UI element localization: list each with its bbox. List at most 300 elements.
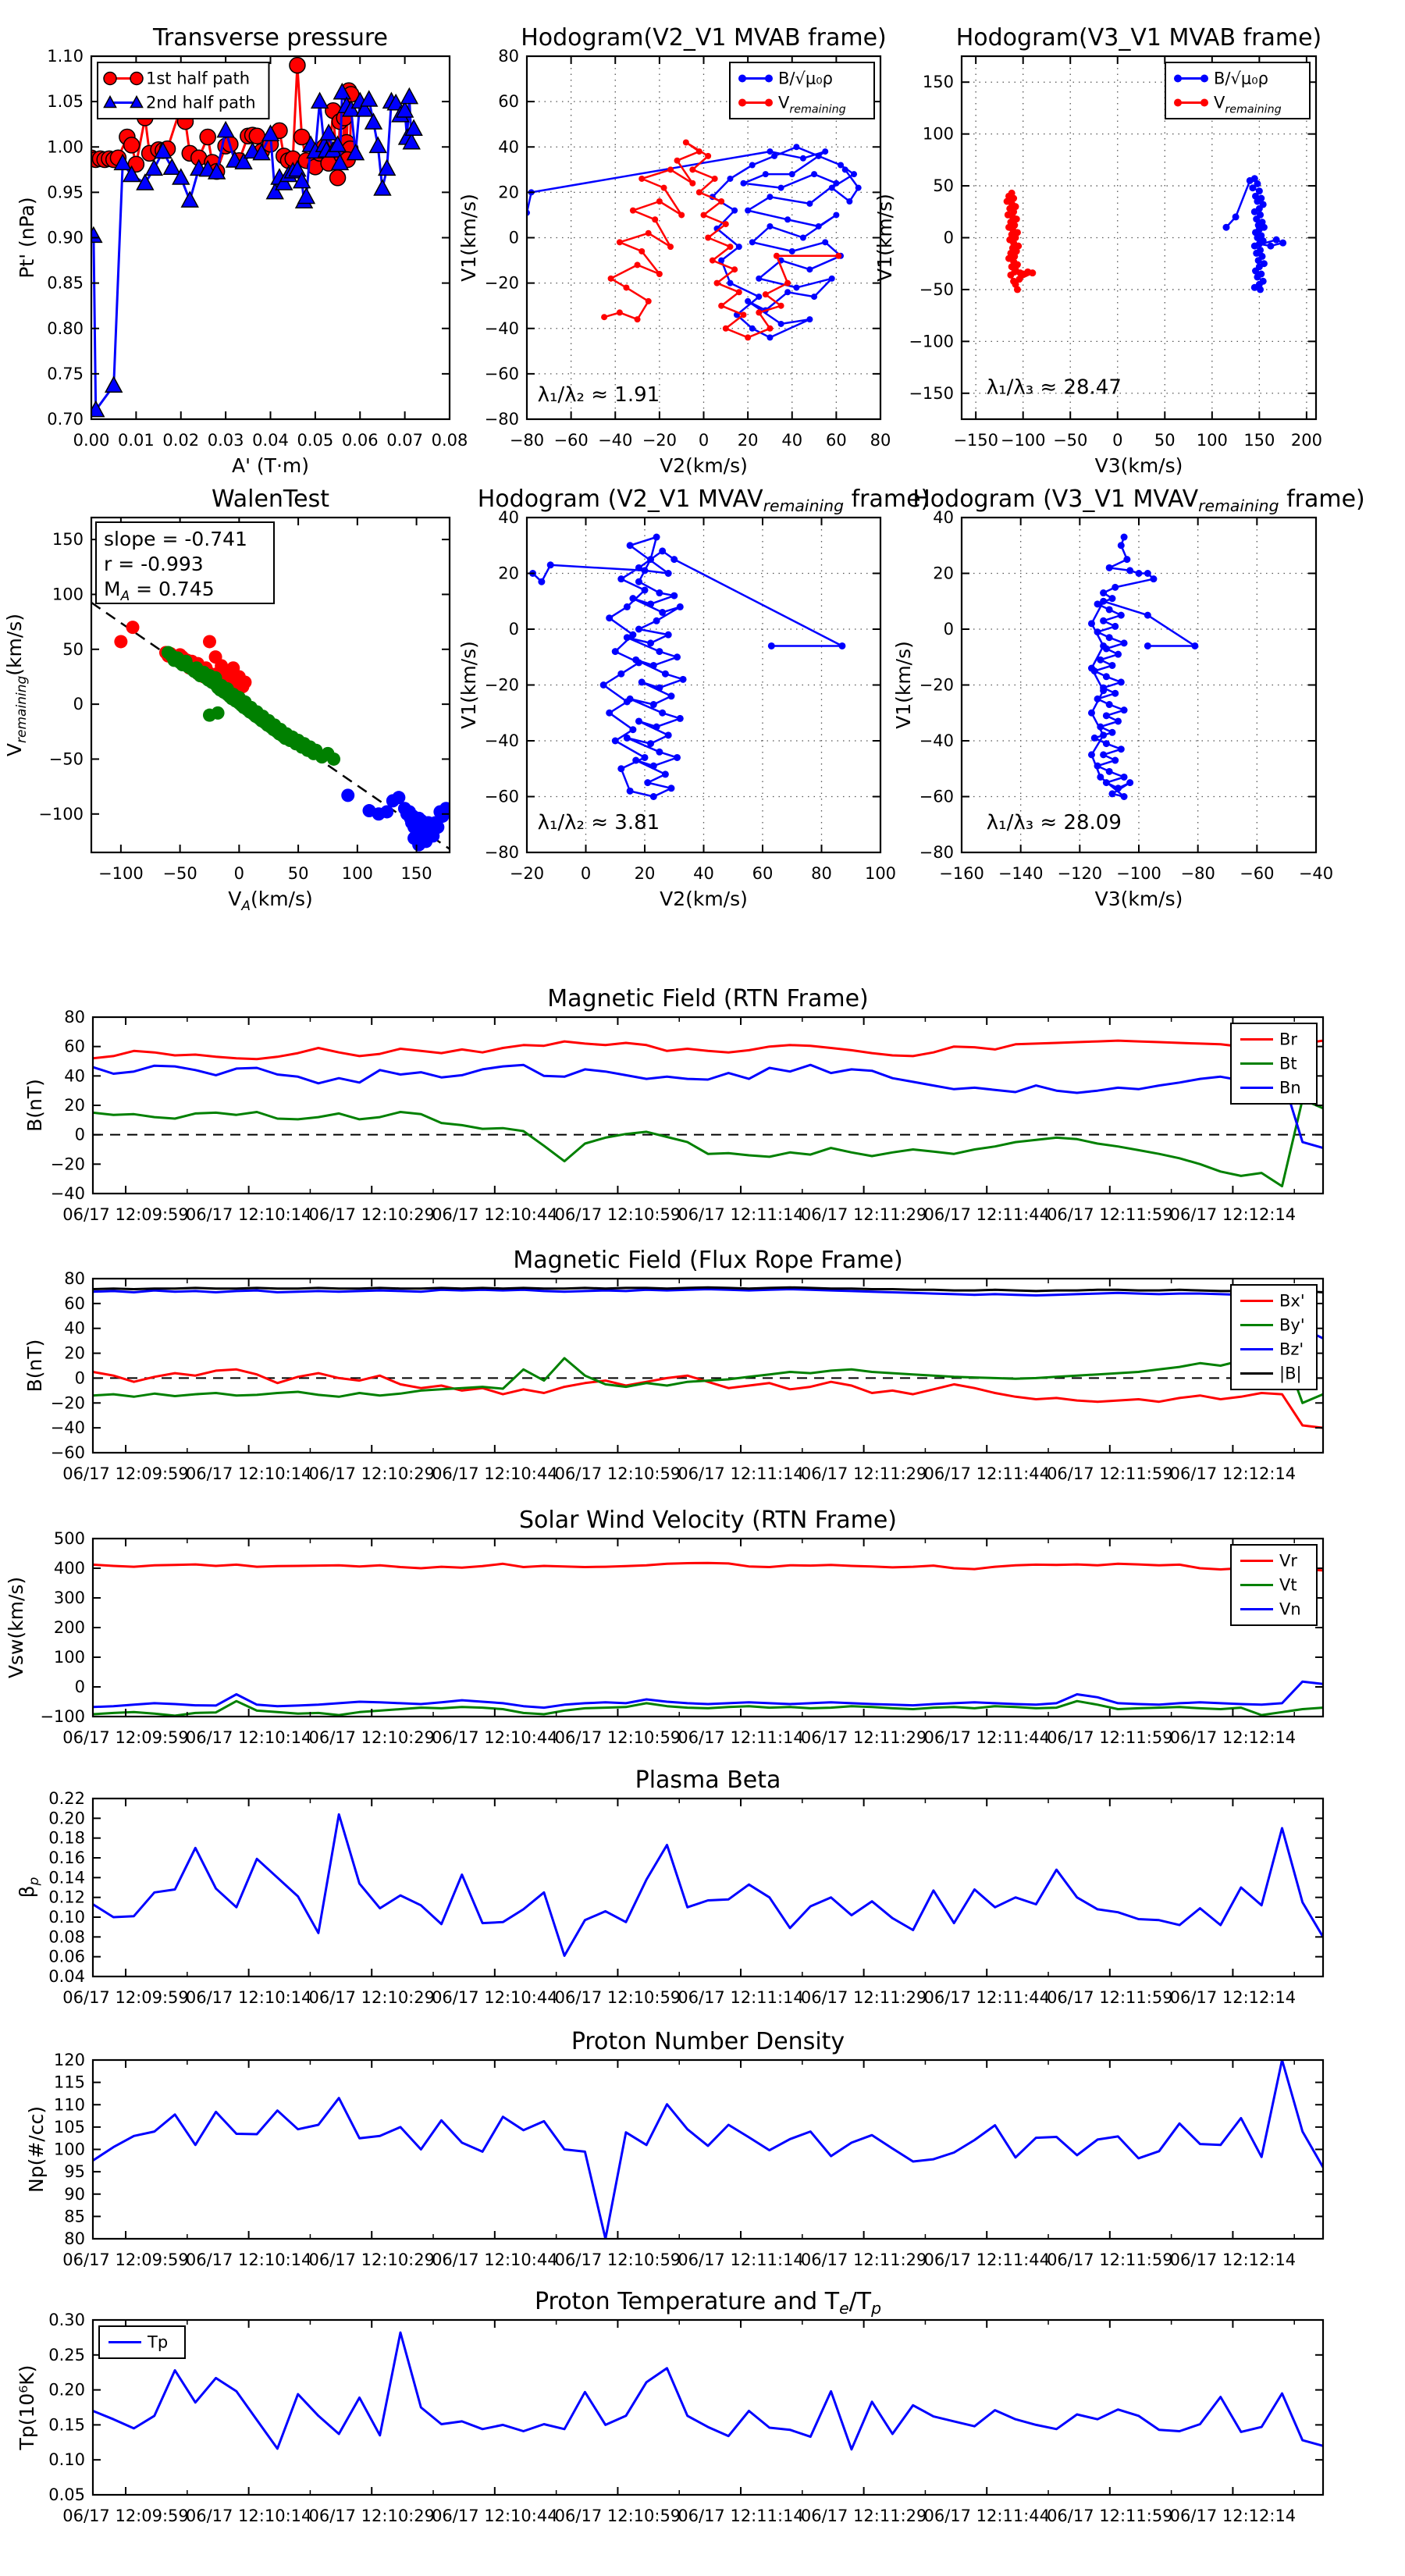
stats-line: r = -0.993	[104, 553, 204, 575]
y-axis-label: $\beta_p$	[16, 1877, 42, 1898]
y-tick-label: 40	[64, 1318, 85, 1338]
x-tick-label: 20	[737, 431, 759, 450]
legend-label: 1st half path	[146, 69, 251, 88]
y-tick-label: 60	[498, 92, 519, 112]
panel-p1	[16, 24, 468, 477]
x-tick-label: −100	[98, 864, 144, 883]
x-tick-label: 0.00	[73, 431, 110, 450]
x-tick-label: 100	[341, 864, 373, 883]
y-tick-label: 0	[943, 228, 954, 247]
x-tick-label: 06/17 12:09:59	[62, 2507, 189, 2525]
y-tick-label: −80	[484, 410, 519, 429]
x-tick-label: 06/17 12:10:44	[432, 1728, 558, 1747]
y-tick-label: 0	[73, 695, 84, 714]
y-tick-label: −20	[484, 675, 519, 695]
x-tick-label: −100	[1116, 864, 1161, 883]
y-tick-label: 1.00	[47, 137, 84, 157]
y-tick-label: 0.18	[48, 1828, 85, 1848]
y-tick-label: −100	[38, 804, 84, 824]
x-tick-label: 06/17 12:11:44	[923, 2250, 1050, 2269]
y-tick-label: 0.06	[48, 1947, 85, 1966]
x-tick-label: 06/17 12:10:59	[554, 2507, 681, 2525]
series-B-over-sqrt-mu0-rho	[524, 144, 862, 340]
x-tick-label: 100	[1196, 431, 1228, 450]
x-tick-label: 60	[826, 431, 847, 450]
y-tick-label: 1.05	[47, 92, 84, 112]
panel-title: Magnetic Field (Flux Rope Frame)	[513, 1247, 903, 1274]
x-tick-label: −40	[1298, 864, 1334, 883]
series-V-remaining	[601, 139, 841, 340]
y-tick-label: 0.75	[47, 364, 84, 383]
x-tick-label: −160	[939, 864, 984, 883]
y-tick-label: 150	[52, 530, 84, 550]
series-Tp	[93, 2332, 1323, 2450]
y-axis-label: B(nT)	[23, 1079, 46, 1132]
y-axis-label: V1(km/s)	[873, 194, 896, 282]
legend-label: |B|	[1279, 1364, 1302, 1383]
x-tick-label: 06/17 12:10:29	[308, 1728, 435, 1747]
y-tick-label: 1.10	[47, 47, 84, 66]
y-tick-label: 100	[53, 1648, 85, 1667]
y-tick-label: 400	[53, 1559, 85, 1578]
x-tick-label: 0.04	[252, 431, 289, 450]
annotation: λ₁/λ₂ ≈ 3.81	[537, 810, 660, 834]
y-tick-label: −40	[50, 1418, 85, 1438]
y-tick-label: 20	[933, 564, 954, 583]
x-tick-label: 06/17 12:10:59	[554, 1988, 681, 2007]
ticks	[93, 1279, 1323, 1453]
axes-box	[93, 1799, 1323, 1976]
y-tick-label: 0	[74, 1125, 85, 1144]
y-tick-label: −100	[40, 1707, 85, 1726]
y-tick-label: −20	[919, 675, 954, 695]
y-tick-label: 40	[64, 1066, 85, 1086]
y-tick-label: −40	[484, 318, 519, 338]
legend-label: By'	[1279, 1315, 1305, 1335]
x-tick-label: 06/17 12:11:44	[923, 1464, 1050, 1483]
x-axis-label: V3(km/s)	[1094, 454, 1183, 477]
series-middle	[162, 646, 340, 766]
y-tick-label: −150	[909, 383, 954, 403]
y-tick-label: 0.12	[48, 1888, 85, 1907]
stats-line: slope = -0.741	[104, 528, 247, 550]
panel-title: Hodogram (V2_V1 $MVAV_{remaining}$ frame)	[477, 486, 930, 515]
x-tick-label: 40	[781, 431, 803, 450]
x-axis-label: V3(km/s)	[1094, 888, 1183, 910]
x-tick-label: −50	[162, 864, 197, 883]
y-tick-label: −40	[919, 731, 954, 750]
x-tick-label: 06/17 12:11:14	[678, 1728, 804, 1747]
annotation: λ₁/λ₂ ≈ 1.91	[537, 382, 660, 407]
x-tick-label: 06/17 12:10:29	[308, 1205, 435, 1224]
y-tick-label: 105	[53, 2117, 85, 2137]
series-Np	[93, 2060, 1323, 2239]
x-tick-label: 06/17 12:11:59	[1047, 1988, 1173, 2007]
panel-p4	[3, 486, 453, 914]
y-tick-label: 0	[508, 620, 519, 639]
legend-label: Vn	[1279, 1599, 1301, 1619]
y-tick-label: 0.10	[48, 1908, 85, 1927]
ticks	[93, 1799, 1323, 1976]
panel-title: WalenTest	[211, 486, 330, 513]
x-tick-label: 06/17 12:10:44	[432, 1464, 558, 1483]
y-axis-label: Np(#/cc)	[25, 2106, 48, 2193]
x-tick-label: 0.07	[386, 431, 424, 450]
y-tick-label: 0.16	[48, 1848, 85, 1867]
x-tick-label: 0.08	[431, 431, 468, 450]
legend	[98, 62, 269, 119]
legend	[1231, 1545, 1317, 1625]
legend-label: Br	[1279, 1030, 1298, 1049]
x-tick-label: 06/17 12:10:14	[185, 1205, 312, 1224]
axes-box	[93, 2060, 1323, 2239]
y-tick-label: 150	[922, 73, 954, 92]
panel-title: Solar Wind Velocity (RTN Frame)	[519, 1507, 897, 1534]
panel-p2	[457, 24, 891, 477]
y-tick-label: 0.25	[48, 2345, 85, 2364]
y-tick-label: −20	[50, 1393, 85, 1413]
x-tick-label: 06/17 12:11:59	[1047, 1205, 1173, 1224]
x-tick-label: 06/17 12:10:44	[432, 1988, 558, 2007]
stats-line: $M_A = 0.745$	[104, 578, 215, 604]
x-tick-label: 06/17 12:10:14	[185, 2250, 312, 2269]
x-tick-label: 06/17 12:11:14	[678, 2250, 804, 2269]
y-tick-label: 200	[53, 1618, 85, 1637]
x-tick-label: 100	[864, 864, 897, 883]
x-tick-label: 0.01	[117, 431, 155, 450]
legend	[1231, 1023, 1317, 1104]
x-tick-label: 06/17 12:11:29	[800, 1988, 927, 2007]
y-tick-label: 80	[498, 47, 519, 66]
panel-title: Transverse pressure	[152, 24, 389, 52]
y-tick-label: 60	[64, 1293, 85, 1313]
x-tick-label: 50	[287, 864, 309, 883]
y-tick-label: 0.30	[48, 2311, 85, 2329]
x-tick-label: 06/17 12:10:14	[185, 1988, 312, 2007]
legend-label: Vt	[1279, 1575, 1297, 1595]
y-tick-label: 120	[53, 2051, 85, 2069]
series-V-remaining	[1004, 190, 1037, 294]
x-tick-label: 06/17 12:10:59	[554, 1205, 681, 1224]
y-tick-label: 0.95	[47, 183, 84, 202]
panel-title: Magnetic Field (RTN Frame)	[547, 985, 869, 1012]
y-tick-label: 20	[498, 564, 519, 583]
x-tick-label: 06/17 12:11:14	[678, 1205, 804, 1224]
y-tick-label: 100	[52, 585, 84, 604]
y-tick-label: 90	[64, 2184, 85, 2204]
x-tick-label: −60	[553, 431, 589, 450]
y-tick-label: −60	[484, 364, 519, 383]
x-tick-label: −100	[1000, 431, 1046, 450]
y-tick-label: −60	[484, 787, 519, 806]
x-tick-label: 06/17 12:11:59	[1047, 1464, 1173, 1483]
y-tick-label: 0.20	[48, 1809, 85, 1828]
y-tick-label: 0.14	[48, 1868, 85, 1888]
y-tick-label: 50	[933, 176, 954, 196]
panel-title: Hodogram(V3_V1 MVAB frame)	[955, 24, 1322, 52]
axes-box	[93, 1017, 1323, 1194]
x-tick-label: 06/17 12:10:29	[308, 1988, 435, 2007]
x-tick-label: 06/17 12:10:59	[554, 1728, 681, 1747]
x-tick-label: 06/17 12:10:29	[308, 2507, 435, 2525]
panel-title: Proton Number Density	[571, 2028, 845, 2055]
x-axis-label: V2(km/s)	[660, 888, 748, 910]
x-tick-label: 06/17 12:11:29	[800, 2250, 927, 2269]
x-tick-label: −120	[1057, 864, 1103, 883]
x-tick-label: 06/17 12:11:29	[800, 1728, 927, 1747]
x-tick-label: 06/17 12:10:44	[432, 2507, 558, 2525]
y-tick-label: 110	[53, 2095, 85, 2115]
y-tick-label: 100	[922, 124, 954, 144]
x-tick-label: 0	[698, 431, 710, 450]
y-tick-label: 50	[62, 639, 84, 659]
x-tick-label: 06/17 12:10:29	[308, 1464, 435, 1483]
y-tick-label: 40	[498, 508, 519, 527]
x-tick-label: 0	[1112, 431, 1123, 450]
series-Bt	[93, 1100, 1323, 1187]
y-tick-label: 0	[943, 620, 954, 639]
y-tick-label: 0	[508, 228, 519, 247]
series-Bn	[93, 1065, 1323, 1147]
y-tick-label: 500	[53, 1529, 85, 1548]
x-tick-label: −60	[1240, 864, 1275, 883]
x-tick-label: −20	[509, 864, 545, 883]
x-tick-label: 06/17 12:11:14	[678, 1464, 804, 1483]
x-tick-label: 06/17 12:09:59	[62, 1988, 189, 2007]
x-tick-label: 50	[1154, 431, 1176, 450]
x-tick-label: 06/17 12:11:59	[1047, 2507, 1173, 2525]
y-tick-label: −80	[919, 843, 954, 862]
x-tick-label: 150	[1243, 431, 1275, 450]
x-axis-label: V2(km/s)	[660, 454, 748, 477]
legend-label: Bx'	[1279, 1291, 1305, 1311]
y-tick-label: −40	[50, 1184, 85, 1203]
series-Br	[93, 1041, 1323, 1059]
y-tick-label: −50	[919, 279, 954, 299]
legend-label: B/√μ₀ρ	[1214, 69, 1268, 88]
legend-label: 2nd half path	[146, 93, 256, 112]
panel-ts2	[23, 1247, 1323, 1483]
annotation: λ₁/λ₃ ≈ 28.47	[986, 375, 1122, 400]
y-tick-label: −50	[48, 749, 84, 769]
y-tick-label: 0.08	[48, 1927, 85, 1947]
y-tick-label: 40	[498, 137, 519, 157]
y-tick-label: 0.22	[48, 1789, 85, 1808]
x-tick-label: 06/17 12:10:29	[308, 2250, 435, 2269]
y-tick-label: −20	[50, 1155, 85, 1174]
x-tick-label: −150	[953, 431, 999, 450]
y-tick-label: 0.05	[48, 2485, 85, 2504]
x-tick-label: 06/17 12:11:59	[1047, 2250, 1173, 2269]
y-axis-label: B(nT)	[23, 1339, 46, 1393]
panel-p5	[457, 486, 930, 910]
gridlines	[962, 518, 1316, 852]
x-tick-label: 80	[870, 431, 891, 450]
x-tick-label: 80	[811, 864, 832, 883]
series-Vr	[93, 1563, 1323, 1571]
legend	[99, 2326, 185, 2358]
series-B-over-sqrt-mu0-rho	[1222, 175, 1286, 293]
y-axis-label: Vsw(km/s)	[5, 1576, 27, 1679]
y-tick-label: 85	[64, 2207, 85, 2226]
y-axis-label: V1(km/s)	[457, 194, 480, 282]
panel-title: Hodogram (V3_V1 $MVAV_{remaining}$ frame)	[912, 486, 1365, 515]
x-tick-label: 06/17 12:10:59	[554, 2250, 681, 2269]
x-tick-label: 06/17 12:12:14	[1169, 1205, 1297, 1224]
x-tick-label: 06/17 12:11:29	[800, 1464, 927, 1483]
x-tick-label: 06/17 12:10:59	[554, 1464, 681, 1483]
series-Bz-prime	[93, 1290, 1323, 1339]
y-tick-label: 0.90	[47, 228, 84, 247]
y-tick-label: 115	[53, 2073, 85, 2092]
x-tick-label: 06/17 12:10:14	[185, 2507, 312, 2525]
legend-label: Bz'	[1279, 1340, 1304, 1359]
y-tick-label: −60	[919, 787, 954, 806]
y-tick-label: −20	[484, 273, 519, 293]
y-axis-label: Pt' (nPa)	[16, 197, 38, 279]
y-tick-label: 0.10	[48, 2450, 85, 2470]
y-tick-label: 80	[64, 2229, 85, 2248]
y-axis-label: $V_{remaining}(km/s)$	[3, 613, 30, 757]
series-Bx-prime	[93, 1369, 1323, 1428]
x-tick-label: −50	[1053, 431, 1088, 450]
x-tick-label: 0.05	[297, 431, 334, 450]
y-tick-label: 0	[74, 1368, 85, 1388]
y-tick-label: −100	[909, 332, 954, 351]
y-tick-label: 95	[64, 2162, 85, 2182]
x-tick-label: 06/17 12:09:59	[62, 1464, 189, 1483]
panel-title: Hodogram(V2_V1 MVAB frame)	[521, 24, 887, 52]
panel-title: Plasma Beta	[635, 1767, 781, 1794]
legend-label: Tp	[148, 2332, 169, 2352]
x-tick-label: −140	[998, 864, 1044, 883]
legend-label: B/√μ₀ρ	[778, 69, 833, 88]
x-tick-label: 06/17 12:11:44	[923, 1728, 1050, 1747]
y-tick-label: −60	[50, 1443, 85, 1462]
x-tick-label: 06/17 12:09:59	[62, 1205, 189, 1224]
legend	[1231, 1285, 1317, 1389]
x-tick-label: −40	[598, 431, 633, 450]
ticks	[93, 2320, 1323, 2495]
y-tick-label: 0.80	[47, 318, 84, 338]
y-axis-label: Tp(10⁶K)	[16, 2364, 38, 2450]
x-tick-label: 60	[752, 864, 774, 883]
x-axis-label: A' (T·m)	[232, 454, 309, 477]
x-tick-label: 06/17 12:12:14	[1169, 1728, 1297, 1747]
x-tick-label: 06/17 12:10:44	[432, 2250, 558, 2269]
y-tick-label: 0.70	[47, 410, 84, 429]
x-tick-label: 06/17 12:10:14	[185, 1464, 312, 1483]
panel-p6	[892, 486, 1365, 910]
y-tick-label: −40	[484, 731, 519, 750]
x-tick-label: 06/17 12:10:14	[185, 1728, 312, 1747]
y-tick-label: 0.20	[48, 2380, 85, 2400]
series-V-trace	[529, 534, 845, 800]
x-tick-label: 40	[693, 864, 714, 883]
panel-ts3	[5, 1507, 1323, 1747]
x-tick-label: 06/17 12:10:44	[432, 1205, 558, 1224]
x-tick-label: 06/17 12:11:59	[1047, 1728, 1173, 1747]
y-tick-label: 20	[498, 183, 519, 202]
x-tick-label: 06/17 12:11:14	[678, 2507, 804, 2525]
x-tick-label: 06/17 12:12:14	[1169, 2250, 1297, 2269]
y-tick-label: 20	[64, 1343, 85, 1363]
panel-ts5	[25, 2028, 1323, 2269]
y-tick-label: 100	[53, 2140, 85, 2159]
x-tick-label: 150	[400, 864, 432, 883]
y-tick-label: 0.85	[47, 273, 84, 293]
x-tick-label: 06/17 12:09:59	[62, 2250, 189, 2269]
y-tick-label: 300	[53, 1589, 85, 1607]
x-tick-label: 06/17 12:12:14	[1169, 1464, 1297, 1483]
panel-ts4	[16, 1767, 1323, 2007]
series-second-half	[341, 788, 453, 851]
stats-box	[96, 522, 274, 604]
legend-label: $V_{remaining}$	[1214, 93, 1282, 116]
x-tick-label: 06/17 12:11:14	[678, 1988, 804, 2007]
x-tick-label: 06/17 12:12:14	[1169, 2507, 1297, 2525]
x-tick-label: 0	[580, 864, 592, 883]
x-tick-label: 0.06	[341, 431, 379, 450]
y-tick-label: 80	[64, 1008, 85, 1026]
y-tick-label: 0	[74, 1678, 85, 1696]
y-tick-label: 0.04	[48, 1967, 85, 1986]
x-tick-label: 06/17 12:09:59	[62, 1728, 189, 1747]
y-axis-label: V1(km/s)	[892, 641, 915, 729]
series-beta-p	[93, 1814, 1323, 1955]
y-axis-label: V1(km/s)	[457, 641, 480, 729]
x-tick-label: 06/17 12:11:29	[800, 2507, 927, 2525]
axes-box	[93, 2320, 1323, 2495]
gridlines	[527, 518, 880, 852]
legend-label: Bn	[1279, 1078, 1301, 1098]
axes-box	[93, 1279, 1323, 1453]
x-tick-label: 06/17 12:11:29	[800, 1205, 927, 1224]
x-tick-label: 0	[233, 864, 245, 883]
panel-ts6	[16, 2288, 1323, 2525]
panel-ts1	[23, 985, 1323, 1224]
legend-label: Bt	[1279, 1054, 1297, 1073]
x-tick-label: 06/17 12:11:44	[923, 2507, 1050, 2525]
y-tick-label: 40	[933, 508, 954, 527]
panel-p3	[873, 24, 1322, 477]
x-tick-label: 20	[634, 864, 656, 883]
y-tick-label: 80	[64, 1269, 85, 1288]
x-tick-label: −20	[642, 431, 678, 450]
panel-title: Proton Temperature and $T_e/T_p$	[534, 2288, 882, 2318]
series-Vn	[93, 1681, 1323, 1707]
y-tick-label: 20	[64, 1096, 85, 1115]
x-tick-label: −80	[509, 431, 545, 450]
legend	[730, 62, 874, 119]
y-tick-label: 0.15	[48, 2415, 85, 2435]
x-tick-label: 06/17 12:11:44	[923, 1988, 1050, 2007]
legend-label: Vr	[1279, 1551, 1297, 1571]
y-tick-label: 60	[64, 1037, 85, 1056]
x-tick-label: 06/17 12:12:14	[1169, 1988, 1297, 2007]
series-By-prime	[93, 1347, 1323, 1404]
legend	[1165, 62, 1310, 119]
x-tick-label: −80	[1180, 864, 1215, 883]
ticks	[93, 1017, 1323, 1194]
legend-label: $V_{remaining}$	[778, 93, 846, 116]
y-tick-label: −80	[484, 843, 519, 862]
x-axis-label: $V_A(km/s)$	[228, 888, 313, 914]
x-tick-label: 200	[1290, 431, 1322, 450]
ticks	[93, 2060, 1323, 2239]
x-tick-label: 0.03	[207, 431, 244, 450]
x-tick-label: 06/17 12:11:44	[923, 1205, 1050, 1224]
